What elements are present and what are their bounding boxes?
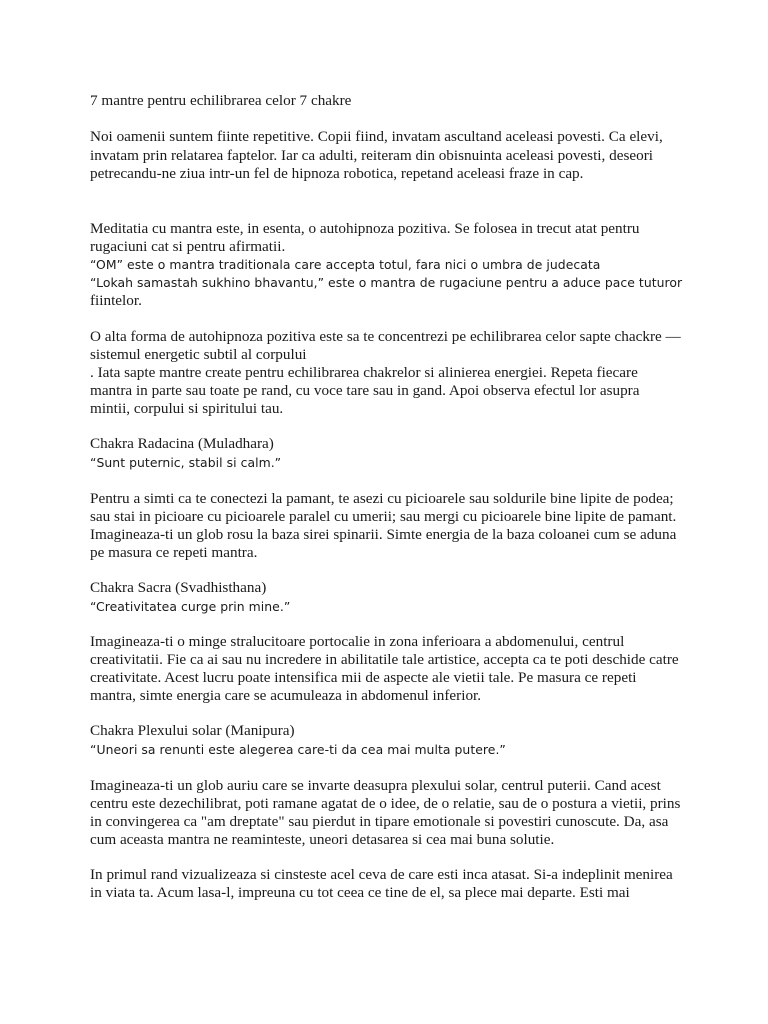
text-line: mantra, simte energia care se acumuleaza in abdomenul inferior. [90,687,482,704]
text-line: cum aceasta mantra ne reaminteste, uneori detasarea si cea mai buna solutie. [90,831,555,848]
mantra-quote-line: “Sunt puternic, stabil si calm.” [90,455,282,470]
text-line: Pentru a simti ca te conectezi la pamant, te asezi cu picioarele sau soldurile bine lipite de podea; [90,490,674,507]
text-line: sau stai in picioare cu picioarele paralel cu umerii; sau mergi cu picioarele bine lipite de pamant. [90,508,677,525]
text-line: mintii, corpului si spiritului tau. [90,400,284,417]
text-line: rugaciuni cat si pentru afirmatii. [90,238,286,255]
text-line: creativitatii. Fie ca ai sau nu incredere in abilitatile tale artistice, accepta ca te poti deschide catre [90,651,679,668]
text-line: Imagineaza-ti un glob auriu care se invarte deasupra plexului solar, centrul puterii. Cand acest [90,777,661,794]
mantra-quote-line: “Lokah samastah sukhino bhavantu,” este o mantra de rugaciune pentru a aduce pace tuturor [90,275,683,290]
text-line: petrecandu-ne ziua intr-un fel de hipnoza robotica, repetand aceleasi fraze in cap. [90,165,584,182]
text-line: . Iata sapte mantre create pentru echilibrarea chakrelor si alinierea energiei. Repeta fiecare [90,364,638,381]
text-line: Imagineaza-ti o minge stralucitoare portocalie in zona inferioara a abdomenului, centrul [90,633,625,650]
chakra-heading: Chakra Plexului solar (Manipura) [90,722,295,739]
chakra-heading: Chakra Radacina (Muladhara) [90,435,274,452]
text-line: creativitate. Acest lucru poate intensifica mii de aspecte ale vietii tale. Pe masura ce repeti [90,669,637,686]
mantra-quote-line: “Creativitatea curge prin mine.” [90,599,291,614]
document-title: 7 mantre pentru echilibrarea celor 7 chakre [90,92,352,109]
text-line: in convingerea ca "am dreptate" sau pierdut in tipare emotionale si povestiri cunoscute. Da, asa [90,813,669,830]
text-line: Imagineaza-ti un glob rosu la baza sirei spinarii. Simte energia de la baza coloanei cum se aduna [90,526,677,543]
text-line: fiintelor. [90,292,142,309]
mantra-quote-line: “Uneori sa renunti este alegerea care-ti da cea mai multa putere.” [90,742,506,757]
text-line: mantra in parte sau toate pe rand, cu voce tare sau in gand. Apoi observa efectul lor asupra [90,382,640,399]
text-line: invatam prin relatarea faptelor. Iar ca adulti, reiteram din obisnuinta aceleasi povesti, deseori [90,147,653,164]
text-line: sistemul energetic subtil al corpului [90,346,307,363]
text-line: In primul rand vizualizeaza si cinsteste acel ceva de care esti inca atasat. Si-a indeplinit menirea [90,866,673,883]
text-line: Meditatia cu mantra este, in esenta, o autohipnoza pozitiva. Se folosea in trecut atat pentru [90,220,640,237]
chakra-heading: Chakra Sacra (Svadhisthana) [90,579,267,596]
text-line: Noi oamenii suntem fiinte repetitive. Copii fiind, invatam ascultand aceleasi povesti. Ca elevi, [90,128,663,145]
text-line: centru este dezechilibrat, poti ramane agatat de o idee, de o relatie, sau de o postura a vietii, prins [90,795,681,812]
text-line: in viata ta. Acum lasa-l, impreuna cu tot ceea ce tine de el, sa plece mai departe. Esti mai [90,884,630,901]
text-line: O alta forma de autohipnoza pozitiva este sa te concentrezi pe echilibrarea celor sapte chackre — [90,328,681,345]
mantra-quote-line: “OM” este o mantra traditionala care accepta totul, fara nici o umbra de judecata [90,257,601,272]
text-line: pe masura ce repeti mantra. [90,544,258,561]
